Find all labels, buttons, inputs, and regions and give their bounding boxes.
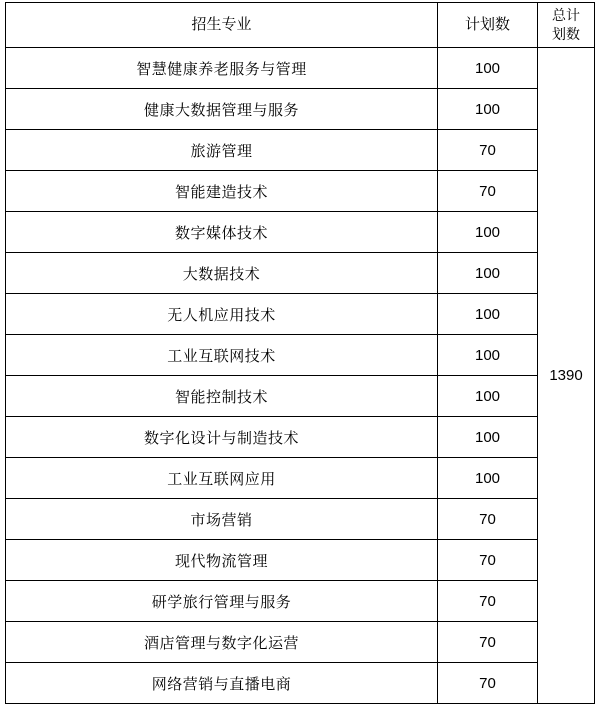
plan-count: 70: [438, 663, 538, 704]
major-name: 数字媒体技术: [6, 212, 438, 253]
major-name: 工业互联网应用: [6, 458, 438, 499]
table-row: [6, 499, 595, 540]
table-row: [6, 130, 595, 171]
document-page: [0, 2, 600, 716]
table-row: [6, 171, 595, 212]
table-row: [6, 622, 595, 663]
plan-count: 100: [438, 48, 538, 89]
plan-count: 70: [438, 130, 538, 171]
plan-count: 100: [438, 376, 538, 417]
table-row: [6, 417, 595, 458]
plan-count: 100: [438, 212, 538, 253]
column-header-plan: 计划数: [438, 3, 538, 48]
table-row: [6, 458, 595, 499]
major-name: 现代物流管理: [6, 540, 438, 581]
major-name: 市场营销: [6, 499, 438, 540]
table-row: [6, 212, 595, 253]
plan-count: 70: [438, 622, 538, 663]
plan-count: 100: [438, 294, 538, 335]
column-header-total-line1: 总计: [552, 7, 580, 23]
major-name: 智能控制技术: [6, 376, 438, 417]
enrollment-plan-table: [5, 2, 595, 704]
table-row: [6, 663, 595, 704]
table-row: [6, 376, 595, 417]
major-name: 酒店管理与数字化运营: [6, 622, 438, 663]
major-name: 智能建造技术: [6, 171, 438, 212]
plan-count: 70: [438, 540, 538, 581]
table-row: [6, 294, 595, 335]
plan-count: 100: [438, 253, 538, 294]
major-name: 旅游管理: [6, 130, 438, 171]
plan-count: 70: [438, 581, 538, 622]
table-row: [6, 48, 595, 89]
column-header-total: [538, 3, 595, 48]
total-plan-count: 1390: [538, 48, 595, 704]
plan-count: 100: [438, 89, 538, 130]
plan-count: 100: [438, 335, 538, 376]
plan-count: 100: [438, 458, 538, 499]
column-header-major: 招生专业: [6, 3, 438, 48]
plan-count: 100: [438, 417, 538, 458]
major-name: 健康大数据管理与服务: [6, 89, 438, 130]
major-name: 智慧健康养老服务与管理: [6, 48, 438, 89]
plan-count: 70: [438, 171, 538, 212]
column-header-total-line2: 划数: [552, 26, 580, 42]
table-row: [6, 335, 595, 376]
table-row: [6, 89, 595, 130]
major-name: 研学旅行管理与服务: [6, 581, 438, 622]
plan-count: 70: [438, 499, 538, 540]
major-name: 大数据技术: [6, 253, 438, 294]
major-name: 网络营销与直播电商: [6, 663, 438, 704]
major-name: 工业互联网技术: [6, 335, 438, 376]
table-row: [6, 540, 595, 581]
major-name: 数字化设计与制造技术: [6, 417, 438, 458]
major-name: 无人机应用技术: [6, 294, 438, 335]
table-row: [6, 253, 595, 294]
table-body: [6, 3, 595, 704]
table-header-row: [6, 3, 595, 48]
table-row: [6, 581, 595, 622]
